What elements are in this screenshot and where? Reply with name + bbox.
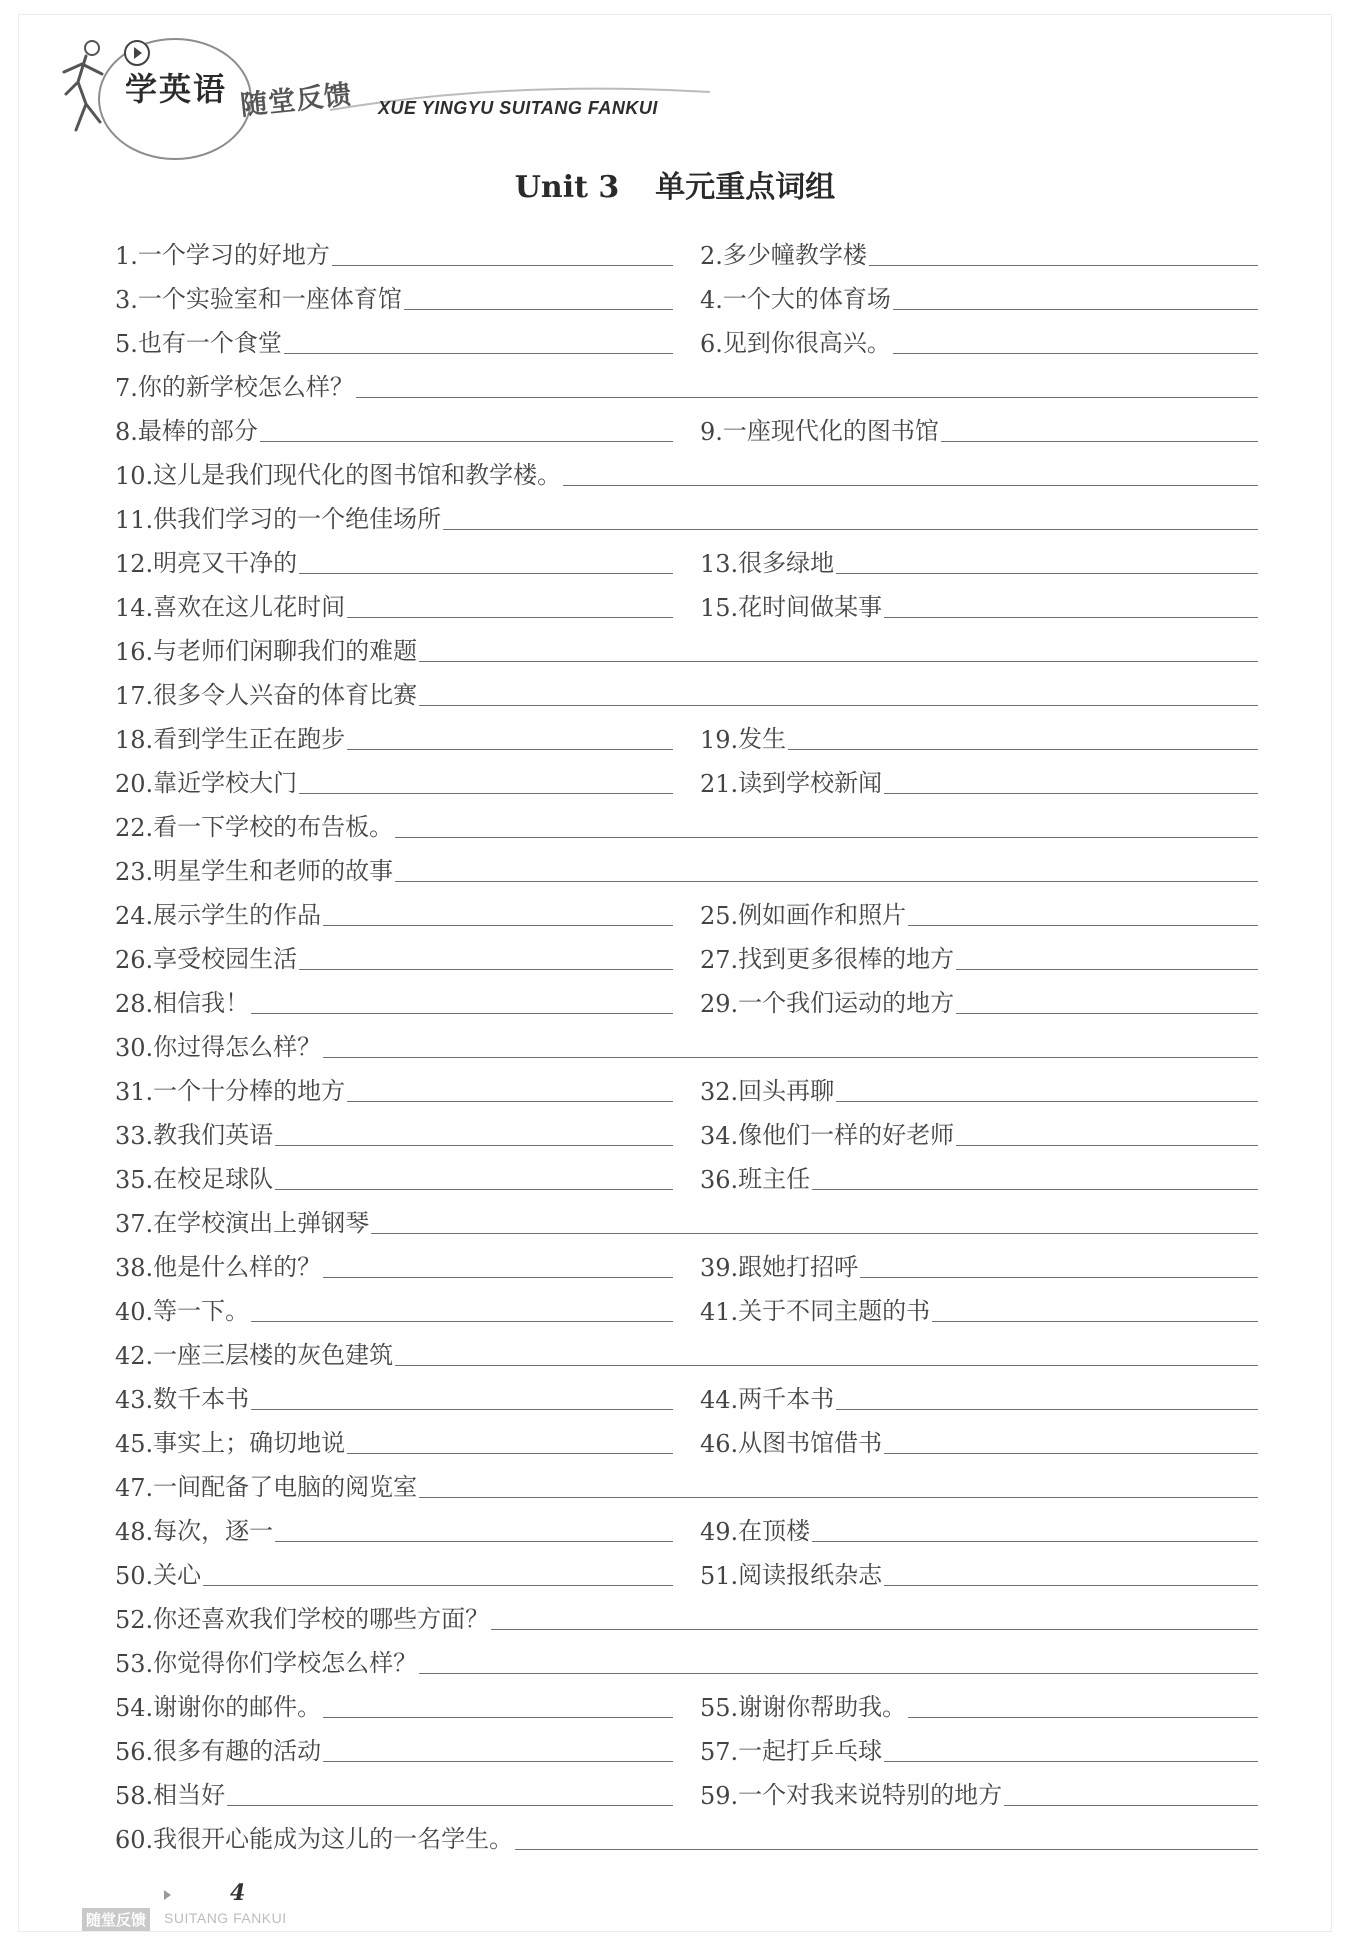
item-number: 13.: [700, 550, 739, 578]
answer-blank[interactable]: [251, 1409, 673, 1410]
phrase-item: [115, 1818, 1258, 1854]
item-number: 16.: [115, 638, 154, 666]
item-prompt: 等一下。: [153, 1297, 250, 1325]
answer-blank[interactable]: [515, 1849, 1258, 1850]
item-number: 20.: [115, 770, 154, 798]
item-prompt: 明亮又干净的: [153, 549, 298, 577]
phrase-item: [115, 454, 1258, 490]
item-number: 9.: [700, 418, 723, 446]
item-prompt: 每次，逐一: [153, 1517, 274, 1545]
answer-blank[interactable]: [395, 837, 1258, 838]
phrase-item: [700, 762, 1258, 798]
phrase-item: [700, 1158, 1258, 1194]
item-number: 15.: [700, 594, 739, 622]
item-prompt: 看一下学校的布告板。: [153, 813, 394, 841]
phrase-item: [700, 718, 1258, 754]
item-prompt: 找到更多很棒的地方: [738, 945, 955, 973]
item-prompt: 事实上；确切地说: [153, 1429, 346, 1457]
item-prompt: 谢谢你帮助我。: [738, 1693, 907, 1721]
item-number: 42.: [115, 1342, 154, 1370]
item-number: 40.: [115, 1298, 154, 1326]
phrase-item: [115, 1642, 1258, 1678]
item-prompt: 一间配备了电脑的阅览室: [153, 1473, 418, 1501]
item-prompt: 相信我！: [153, 989, 250, 1017]
answer-blank[interactable]: [275, 1145, 673, 1146]
phrase-item: [115, 762, 673, 798]
item-number: 50.: [115, 1562, 154, 1590]
phrase-item: [115, 630, 1258, 666]
answer-blank[interactable]: [371, 1233, 1258, 1234]
phrase-item: [700, 1378, 1258, 1414]
item-number: 35.: [115, 1166, 154, 1194]
item-prompt: 一座现代化的图书馆: [722, 417, 939, 445]
phrase-item: [115, 1730, 673, 1766]
phrase-item: [115, 1334, 1258, 1370]
item-number: 59.: [700, 1782, 739, 1810]
answer-blank[interactable]: [884, 617, 1258, 618]
phrase-item: [700, 542, 1258, 578]
answer-blank[interactable]: [860, 1277, 1258, 1278]
item-number: 25.: [700, 902, 739, 930]
phrase-item: [700, 1070, 1258, 1106]
answer-blank[interactable]: [347, 749, 673, 750]
answer-blank[interactable]: [284, 353, 673, 354]
answer-blank[interactable]: [347, 617, 673, 618]
answer-blank[interactable]: [332, 265, 673, 266]
item-number: 17.: [115, 682, 154, 710]
phrase-item: [700, 982, 1258, 1018]
answer-blank[interactable]: [275, 1189, 673, 1190]
unit-label: Unit 3: [514, 170, 620, 205]
phrase-item: [700, 1290, 1258, 1326]
item-number: 30.: [115, 1034, 154, 1062]
phrase-item: [700, 1730, 1258, 1766]
item-prompt: 一个大的体育场: [722, 285, 891, 313]
item-prompt: 阅读报纸杂志: [738, 1561, 883, 1589]
answer-blank[interactable]: [299, 573, 673, 574]
phrase-item: [115, 850, 1258, 886]
item-prompt: 明星学生和老师的故事: [153, 857, 394, 885]
phrase-item: [115, 586, 673, 622]
answer-blank[interactable]: [251, 1013, 673, 1014]
item-number: 10.: [115, 462, 154, 490]
answer-blank[interactable]: [941, 441, 1258, 442]
item-prompt: 班主任: [738, 1165, 811, 1193]
answer-blank[interactable]: [323, 1761, 673, 1762]
answer-blank[interactable]: [563, 485, 1258, 486]
phrase-item: [115, 1598, 1258, 1634]
item-prompt: 一个对我来说特别的地方: [738, 1781, 1003, 1809]
answer-blank[interactable]: [893, 353, 1258, 354]
phrase-item: [115, 674, 1258, 710]
item-number: 3.: [115, 286, 138, 314]
item-prompt: 一座三层楼的灰色建筑: [153, 1341, 394, 1369]
phrase-item: [700, 1422, 1258, 1458]
item-number: 27.: [700, 946, 739, 974]
answer-blank[interactable]: [404, 309, 673, 310]
item-prompt: 喜欢在这儿花时间: [153, 593, 346, 621]
item-prompt: 一起打乒乓球: [738, 1737, 883, 1765]
item-prompt: 关于不同主题的书: [738, 1297, 931, 1325]
item-number: 2.: [700, 242, 723, 270]
answer-blank[interactable]: [1004, 1805, 1258, 1806]
item-number: 37.: [115, 1210, 154, 1238]
item-number: 51.: [700, 1562, 739, 1590]
item-number: 57.: [700, 1738, 739, 1766]
answer-blank[interactable]: [884, 793, 1258, 794]
item-prompt: 教我们英语: [153, 1121, 274, 1149]
answer-blank[interactable]: [443, 529, 1258, 530]
phrase-item: [115, 806, 1258, 842]
phrase-item: [700, 234, 1258, 270]
phrase-item: [115, 410, 673, 446]
phrase-item: [115, 542, 673, 578]
item-number: 56.: [115, 1738, 154, 1766]
answer-blank[interactable]: [812, 1541, 1258, 1542]
phrase-item: [115, 1158, 673, 1194]
item-number: 48.: [115, 1518, 154, 1546]
item-prompt: 在校足球队: [153, 1165, 274, 1193]
item-prompt: 跟她打招呼: [738, 1253, 859, 1281]
answer-blank[interactable]: [884, 1453, 1258, 1454]
phrase-item: [700, 278, 1258, 314]
item-prompt: 很多有趣的活动: [153, 1737, 322, 1765]
item-prompt: 看到学生正在跑步: [153, 725, 346, 753]
phrase-item: [115, 1422, 673, 1458]
item-prompt: 一个实验室和一座体育馆: [137, 285, 402, 313]
answer-blank[interactable]: [491, 1629, 1258, 1630]
phrase-item: [700, 938, 1258, 974]
phrase-item: [700, 1114, 1258, 1150]
item-prompt: 关心: [153, 1561, 202, 1589]
item-number: 32.: [700, 1078, 739, 1106]
answer-blank[interactable]: [908, 1717, 1258, 1718]
item-number: 14.: [115, 594, 154, 622]
answer-blank[interactable]: [275, 1541, 673, 1542]
phrase-item: [115, 322, 673, 358]
item-prompt: 从图书馆借书: [738, 1429, 883, 1457]
item-prompt: 发生: [738, 725, 787, 753]
phrase-item: [115, 1026, 1258, 1062]
item-number: 24.: [115, 902, 154, 930]
item-number: 1.: [115, 242, 138, 270]
item-number: 54.: [115, 1694, 154, 1722]
answer-blank[interactable]: [836, 1101, 1258, 1102]
item-number: 28.: [115, 990, 154, 1018]
item-number: 58.: [115, 1782, 154, 1810]
item-number: 38.: [115, 1254, 154, 1282]
item-number: 53.: [115, 1650, 154, 1678]
item-number: 22.: [115, 814, 154, 842]
answer-blank[interactable]: [299, 969, 673, 970]
item-prompt: 很多绿地: [738, 549, 835, 577]
item-number: 41.: [700, 1298, 739, 1326]
phrase-item: [115, 1246, 673, 1282]
phrase-item: [115, 1070, 673, 1106]
phrase-item: [115, 1774, 673, 1810]
answer-blank[interactable]: [908, 925, 1258, 926]
item-prompt: 两千本书: [738, 1385, 835, 1413]
answer-blank[interactable]: [347, 1453, 673, 1454]
phrase-item: [115, 1554, 673, 1590]
item-prompt: 你的新学校怎么样？: [137, 373, 354, 401]
item-number: 36.: [700, 1166, 739, 1194]
item-prompt: 读到学校新闻: [738, 769, 883, 797]
answer-blank[interactable]: [395, 1365, 1258, 1366]
phrase-item: [115, 498, 1258, 534]
item-prompt: 在学校演出上弹钢琴: [153, 1209, 370, 1237]
item-number: 5.: [115, 330, 138, 358]
answer-blank[interactable]: [419, 661, 1258, 662]
logo-subtitle: 随堂反馈: [239, 79, 354, 122]
item-prompt: 相当好: [153, 1781, 226, 1809]
item-number: 26.: [115, 946, 154, 974]
item-number: 33.: [115, 1122, 154, 1150]
item-number: 31.: [115, 1078, 154, 1106]
answer-blank[interactable]: [419, 705, 1258, 706]
item-prompt: 回头再聊: [738, 1077, 835, 1105]
item-prompt: 谢谢你的邮件。: [153, 1693, 322, 1721]
phrase-item: [700, 586, 1258, 622]
item-number: 29.: [700, 990, 739, 1018]
answer-blank[interactable]: [893, 309, 1258, 310]
item-prompt: 享受校园生活: [153, 945, 298, 973]
item-prompt: 像他们一样的好老师: [738, 1121, 955, 1149]
answer-blank[interactable]: [956, 969, 1258, 970]
answer-blank[interactable]: [884, 1585, 1258, 1586]
answer-blank[interactable]: [956, 1145, 1258, 1146]
item-number: 43.: [115, 1386, 154, 1414]
phrase-item: [115, 1466, 1258, 1502]
phrase-item: [700, 1774, 1258, 1810]
item-prompt: 在顶楼: [738, 1517, 811, 1545]
item-prompt: 一个我们运动的地方: [738, 989, 955, 1017]
answer-blank[interactable]: [260, 441, 673, 442]
item-prompt: 这儿是我们现代化的图书馆和教学楼。: [153, 461, 562, 489]
answer-blank[interactable]: [419, 1497, 1258, 1498]
phrase-item: [700, 1510, 1258, 1546]
item-prompt: 他是什么样的？: [153, 1253, 322, 1281]
item-prompt: 一个十分棒的地方: [153, 1077, 346, 1105]
phrase-item: [700, 322, 1258, 358]
phrase-item: [115, 982, 673, 1018]
item-prompt: 很多令人兴奋的体育比赛: [153, 681, 418, 709]
phrase-item: [700, 410, 1258, 446]
item-number: 11.: [115, 506, 154, 534]
phrase-item: [700, 1554, 1258, 1590]
item-prompt: 靠近学校大门: [153, 769, 298, 797]
phrase-item: [115, 1202, 1258, 1238]
item-number: 55.: [700, 1694, 739, 1722]
item-number: 47.: [115, 1474, 154, 1502]
item-prompt: 一个学习的好地方: [137, 241, 330, 269]
phrase-item: [115, 1510, 673, 1546]
item-number: 52.: [115, 1606, 154, 1634]
footer-label: 随堂反馈: [82, 1908, 150, 1931]
phrase-item: [115, 894, 673, 930]
phrase-item: [115, 278, 673, 314]
item-prompt: 我很开心能成为这儿的一名学生。: [153, 1825, 514, 1853]
item-prompt: 你觉得你们学校怎么样？: [153, 1649, 418, 1677]
answer-blank[interactable]: [323, 925, 673, 926]
answer-blank[interactable]: [227, 1805, 673, 1806]
item-number: 45.: [115, 1430, 154, 1458]
answer-blank[interactable]: [932, 1321, 1258, 1322]
phrase-item: [115, 234, 673, 270]
footer-pinyin: SUITANG FANKUI: [164, 1910, 287, 1926]
item-number: 6.: [700, 330, 723, 358]
answer-blank[interactable]: [812, 1189, 1258, 1190]
item-number: 8.: [115, 418, 138, 446]
phrase-item: [115, 1114, 673, 1150]
page-number: 4: [230, 1880, 246, 1906]
answer-blank[interactable]: [956, 1013, 1258, 1014]
item-prompt: 供我们学习的一个绝佳场所: [153, 505, 442, 533]
item-number: 34.: [700, 1122, 739, 1150]
answer-blank[interactable]: [395, 881, 1258, 882]
phrase-item: [115, 718, 673, 754]
footer-arrow-icon: [164, 1890, 171, 1900]
answer-blank[interactable]: [251, 1321, 673, 1322]
item-number: 18.: [115, 726, 154, 754]
item-prompt: 展示学生的作品: [153, 901, 322, 929]
item-number: 7.: [115, 374, 138, 402]
item-number: 23.: [115, 858, 154, 886]
item-number: 60.: [115, 1826, 154, 1854]
item-prompt: 见到你很高兴。: [722, 329, 891, 357]
answer-blank[interactable]: [884, 1761, 1258, 1762]
item-prompt: 也有一个食堂: [137, 329, 282, 357]
answer-blank[interactable]: [323, 1277, 673, 1278]
item-prompt: 最棒的部分: [137, 417, 258, 445]
item-number: 4.: [700, 286, 723, 314]
item-number: 19.: [700, 726, 739, 754]
logo-title: 学英语: [125, 70, 228, 108]
item-prompt: 你过得怎么样？: [153, 1033, 322, 1061]
answer-blank[interactable]: [836, 1409, 1258, 1410]
item-number: 21.: [700, 770, 739, 798]
item-prompt: 数千本书: [153, 1385, 250, 1413]
phrase-item: [700, 1686, 1258, 1722]
phrase-item: [700, 1246, 1258, 1282]
phrase-item: [115, 938, 673, 974]
unit-topic: 单元重点词组: [655, 170, 836, 205]
answer-blank[interactable]: [347, 1101, 673, 1102]
item-prompt: 花时间做某事: [738, 593, 883, 621]
item-number: 12.: [115, 550, 154, 578]
logo-pinyin: XUE YINGYU SUITANG FANKUI: [378, 98, 658, 118]
answer-blank[interactable]: [788, 749, 1258, 750]
item-prompt: 例如画作和照片: [738, 901, 907, 929]
phrase-item: [700, 894, 1258, 930]
answer-blank[interactable]: [869, 265, 1258, 266]
answer-blank[interactable]: [323, 1717, 673, 1718]
phrase-item: [115, 1290, 673, 1326]
answer-blank[interactable]: [419, 1673, 1258, 1674]
answer-blank[interactable]: [836, 573, 1258, 574]
item-number: 39.: [700, 1254, 739, 1282]
footer: [82, 1880, 342, 1930]
item-prompt: 多少幢教学楼: [722, 241, 867, 269]
item-number: 46.: [700, 1430, 739, 1458]
answer-blank[interactable]: [356, 397, 1258, 398]
item-number: 44.: [700, 1386, 739, 1414]
item-prompt: 你还喜欢我们学校的哪些方面？: [153, 1605, 490, 1633]
answer-blank[interactable]: [323, 1057, 1258, 1058]
phrase-item: [115, 1686, 673, 1722]
phrase-item: [115, 1378, 673, 1414]
item-number: 49.: [700, 1518, 739, 1546]
item-prompt: 与老师们闲聊我们的难题: [153, 637, 418, 665]
answer-blank[interactable]: [203, 1585, 673, 1586]
phrase-item: [115, 366, 1258, 402]
answer-blank[interactable]: [299, 793, 673, 794]
